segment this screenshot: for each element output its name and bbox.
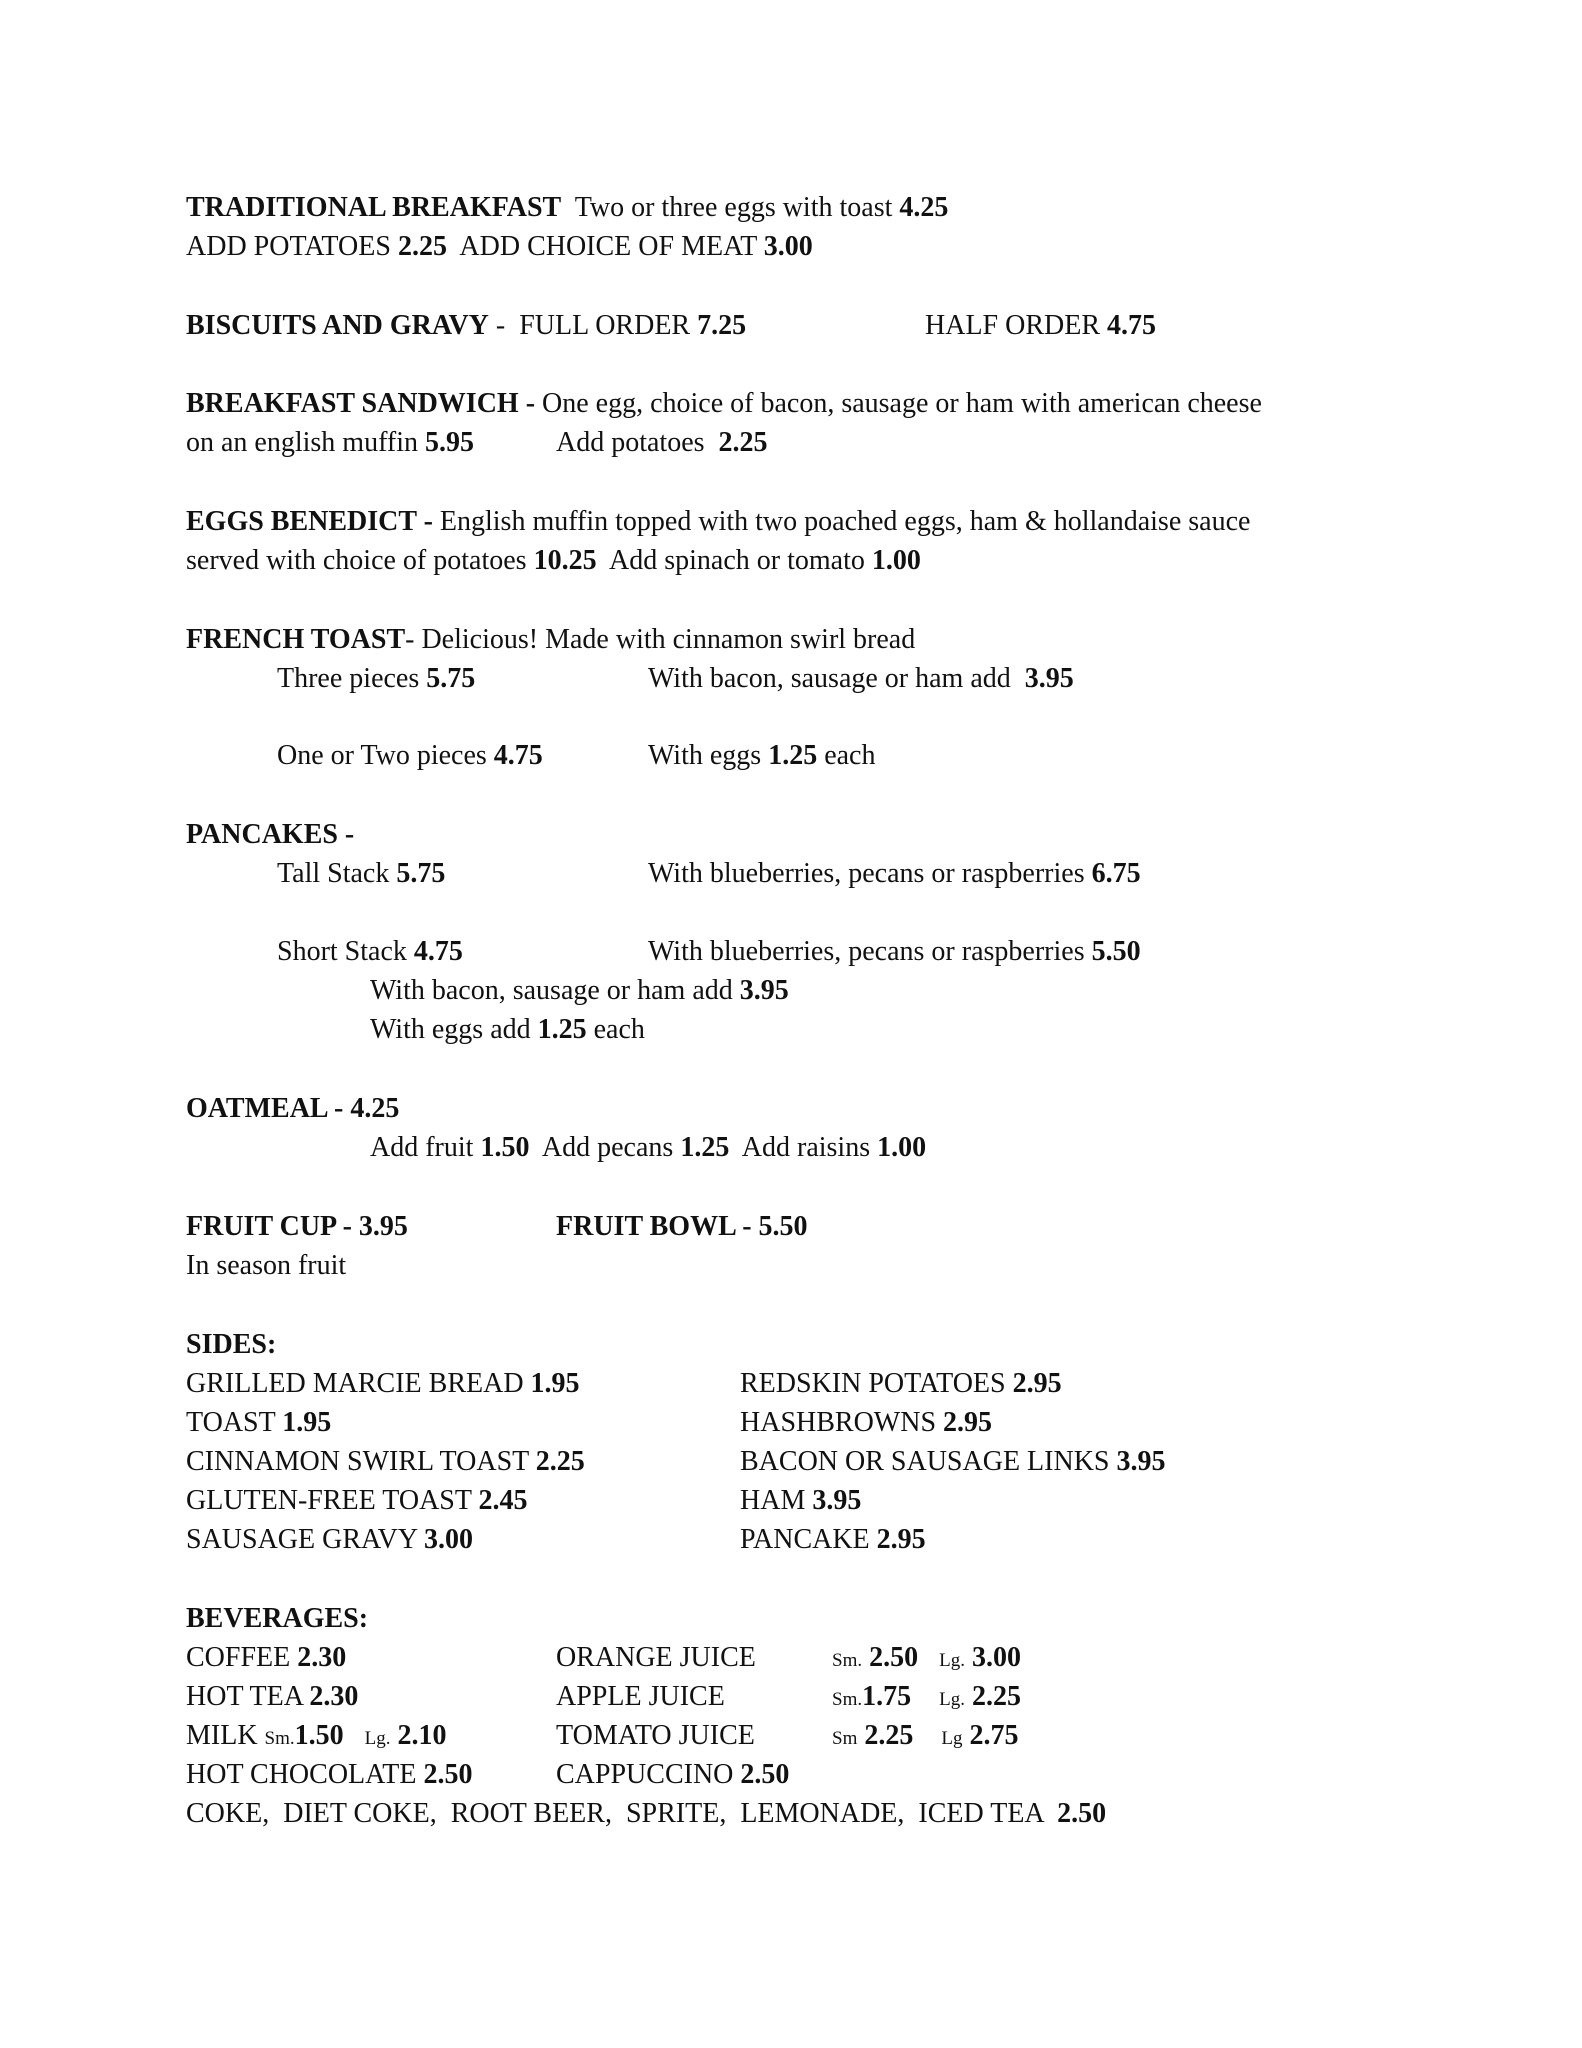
beverage-sodas: COKE, DIET COKE, ROOT BEER, SPRITE, LEMONADE, ICED TEA 2.50: [186, 1798, 1107, 1829]
side-item: HASHBROWNS 2.95: [740, 1407, 993, 1438]
beverage-hot-tea: HOT TEA 2.30: [186, 1681, 359, 1712]
beverage-milk: MILK Sm.1.50 Lg. 2.10: [186, 1720, 447, 1751]
french-toast-meat-add: With bacon, sausage or ham add 3.95: [648, 663, 1074, 694]
pancakes-tall: Tall Stack 5.75: [277, 858, 446, 889]
biscuits-line: BISCUITS AND GRAVY - FULL ORDER 7.25: [186, 310, 747, 341]
traditional-breakfast-line: TRADITIONAL BREAKFAST Two or three eggs with toast 4.25: [186, 192, 949, 223]
fruit-cup: FRUIT CUP - 3.95: [186, 1211, 408, 1242]
pancakes-tall-berries: With blueberries, pecans or raspberries 6.75: [648, 858, 1141, 889]
item-title: TRADITIONAL BREAKFAST: [186, 192, 562, 223]
pancakes-title: PANCAKES -: [186, 819, 355, 850]
sandwich-line-1: BREAKFAST SANDWICH - One egg, choice of bacon, sausage or ham with american cheese: [186, 388, 1262, 419]
benedict-line-1: EGGS BENEDICT - English muffin topped with two poached eggs, ham & hollandaise sauce: [186, 506, 1251, 537]
beverages-title: BEVERAGES:: [186, 1603, 369, 1634]
beverage-coffee: COFFEE 2.30: [186, 1642, 347, 1673]
french-toast-line: FRENCH TOAST- Delicious! Made with cinnamon swirl bread: [186, 624, 916, 655]
oatmeal-addons: Add fruit 1.50 Add pecans 1.25 Add raisins 1.00: [370, 1132, 927, 1163]
beverage-orange-juice: ORANGE JUICE: [556, 1642, 756, 1673]
sandwich-line-2: on an english muffin 5.95: [186, 427, 475, 458]
sides-title: SIDES:: [186, 1329, 277, 1360]
side-item: TOAST 1.95: [186, 1407, 332, 1438]
french-toast-three: Three pieces 5.75: [277, 663, 476, 694]
beverage-orange-juice-sizes: Sm. 2.50 Lg. 3.00: [832, 1642, 1021, 1673]
side-item: GRILLED MARCIE BREAD 1.95: [186, 1368, 580, 1399]
item-title: BISCUITS AND GRAVY: [186, 310, 489, 341]
fruit-note: In season fruit: [186, 1250, 347, 1281]
side-item: SAUSAGE GRAVY 3.00: [186, 1524, 474, 1555]
beverage-hot-chocolate: HOT CHOCOLATE 2.50: [186, 1759, 473, 1790]
pancakes-short-berries: With blueberries, pecans or raspberries 5.50: [648, 936, 1141, 967]
beverage-tomato-juice-sizes: Sm 2.25 Lg 2.75: [832, 1720, 1019, 1751]
item-title: EGGS BENEDICT -: [186, 506, 433, 537]
pancakes-short: Short Stack 4.75: [277, 936, 463, 967]
side-item: REDSKIN POTATOES 2.95: [740, 1368, 1062, 1399]
oatmeal-title: OATMEAL - 4.25: [186, 1093, 400, 1124]
french-toast-eggs: With eggs 1.25 each: [648, 740, 876, 771]
beverage-tomato-juice: TOMATO JUICE: [556, 1720, 755, 1751]
side-item: BACON OR SAUSAGE LINKS 3.95: [740, 1446, 1166, 1477]
side-item: GLUTEN-FREE TOAST 2.45: [186, 1485, 528, 1516]
side-item: CINNAMON SWIRL TOAST 2.25: [186, 1446, 585, 1477]
beverage-apple-juice-sizes: Sm.1.75 Lg. 2.25: [832, 1681, 1021, 1712]
beverage-cappuccino: CAPPUCCINO 2.50: [556, 1759, 790, 1790]
beverage-apple-juice: APPLE JUICE: [556, 1681, 725, 1712]
traditional-addons-line: ADD POTATOES 2.25 ADD CHOICE OF MEAT 3.00: [186, 231, 813, 262]
item-title: FRENCH TOAST: [186, 624, 406, 655]
sandwich-add-potatoes: Add potatoes 2.25: [556, 427, 768, 458]
benedict-line-2: served with choice of potatoes 10.25 Add spinach or tomato 1.00: [186, 545, 921, 576]
pancakes-meat-add: With bacon, sausage or ham add 3.95: [370, 975, 789, 1006]
pancakes-eggs-add: With eggs add 1.25 each: [370, 1014, 645, 1045]
side-item: PANCAKE 2.95: [740, 1524, 926, 1555]
fruit-bowl: FRUIT BOWL - 5.50: [556, 1211, 808, 1242]
item-title: BREAKFAST SANDWICH -: [186, 388, 536, 419]
biscuits-half-order: HALF ORDER 4.75: [925, 310, 1157, 341]
side-item: HAM 3.95: [740, 1485, 862, 1516]
french-toast-one-two: One or Two pieces 4.75: [277, 740, 543, 771]
item-price: 4.25: [899, 192, 949, 223]
